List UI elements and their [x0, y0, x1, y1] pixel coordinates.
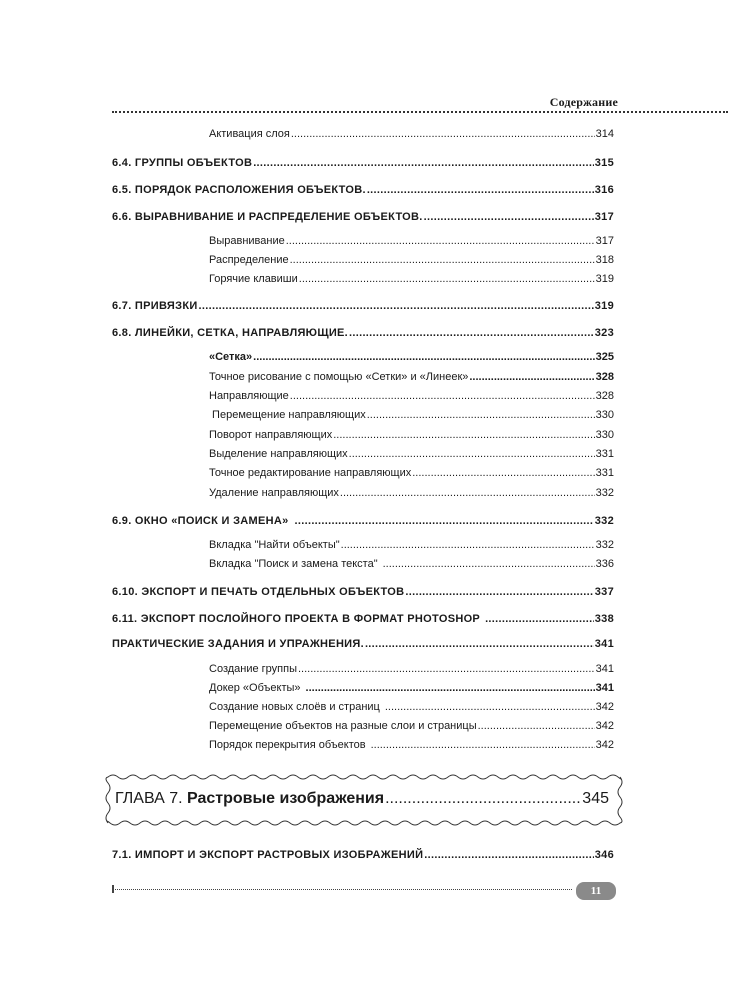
leader-dots	[341, 539, 595, 551]
leader-dots	[405, 586, 593, 598]
toc-entry-page: 318	[595, 254, 614, 266]
leader-dots	[469, 371, 594, 383]
leader-dots	[478, 720, 595, 732]
toc-entry[interactable]	[209, 390, 614, 402]
toc-section-page: 341	[594, 638, 614, 650]
leader-dots	[385, 701, 595, 713]
toc-section-title: 6.5. ПОРЯДОК РАСПОЛОЖЕНИЯ ОБЪЕКТОВ.	[112, 184, 366, 196]
chapter-page: 345	[582, 790, 609, 807]
toc-entry-title: Порядок перекрытия объектов	[209, 739, 366, 751]
leader-dots	[412, 467, 594, 479]
toc-entry[interactable]	[209, 487, 614, 499]
toc-entry[interactable]	[209, 254, 614, 266]
toc-entry-title: Перемещение объектов на разные слои и страницы	[209, 720, 477, 732]
toc-section-title: ПРАКТИЧЕСКИЕ ЗАДАНИЯ И УПРАЖНЕНИЯ.	[112, 638, 364, 650]
toc-entry[interactable]	[209, 663, 614, 675]
toc-section-page: 317	[594, 211, 614, 223]
leader-dots	[340, 487, 595, 499]
toc-entry-page: 332	[595, 539, 614, 551]
leader-dots	[349, 327, 594, 339]
toc-section-page: 323	[594, 327, 614, 339]
leader-dots	[286, 235, 595, 247]
toc-entry-page: 342	[595, 739, 614, 751]
page-number-badge: 11	[576, 882, 616, 900]
toc-section[interactable]	[112, 586, 614, 598]
toc-entry[interactable]	[209, 409, 614, 421]
toc-entry-page: 332	[595, 487, 614, 499]
toc-entry[interactable]	[209, 273, 614, 285]
toc-section-title: 6.4. ГРУППЫ ОБЪЕКТОВ	[112, 157, 253, 169]
leader-dots	[365, 638, 594, 650]
toc-entry-page: 328	[595, 390, 614, 402]
toc-section-page: 337	[594, 586, 614, 598]
toc-entry[interactable]	[209, 720, 614, 732]
toc-section-page: 316	[594, 184, 614, 196]
chapter-entry[interactable]	[115, 790, 609, 808]
toc-entry[interactable]	[209, 235, 614, 247]
toc-section-title: 6.6. ВЫРАВНИВАНИЕ И РАСПРЕДЕЛЕНИЕ ОБЪЕКТОВ.	[112, 211, 423, 223]
toc-entry-title: Удаление направляющих	[209, 487, 339, 499]
toc-entry-page: 341	[595, 663, 614, 675]
toc-entry-page: 336	[595, 558, 614, 570]
toc-entry[interactable]	[209, 539, 614, 551]
toc-section[interactable]	[112, 515, 614, 527]
leader-dots	[290, 254, 595, 266]
leader-dots	[295, 515, 594, 527]
toc-entry-title: Активация слоя	[209, 128, 290, 140]
toc-entry[interactable]	[209, 739, 614, 751]
toc-entry-page: 342	[595, 701, 614, 713]
toc-section[interactable]	[112, 327, 614, 339]
leader-dots	[485, 613, 594, 625]
toc-entry-page: 331	[595, 448, 614, 460]
toc-section[interactable]	[112, 613, 614, 625]
toc-entry-title: Поворот направляющих	[209, 429, 333, 441]
toc-section-title: 6.9. ОКНО «ПОИСК И ЗАМЕНА»	[112, 515, 289, 527]
toc-entry[interactable]	[209, 351, 614, 363]
toc-entry-page: 319	[595, 273, 614, 285]
toc-entry[interactable]	[209, 701, 614, 713]
toc-entry[interactable]	[209, 371, 614, 383]
leader-dots	[385, 790, 581, 808]
toc-section[interactable]	[112, 300, 614, 312]
toc-entry[interactable]	[209, 448, 614, 460]
leader-dots	[290, 390, 595, 402]
toc-section[interactable]	[112, 184, 614, 196]
toc-entry-page: 317	[595, 235, 614, 247]
toc-section-page: 338	[594, 613, 614, 625]
toc-section[interactable]	[112, 211, 614, 223]
toc-section-title: 6.7. ПРИВЯЗКИ	[112, 300, 198, 312]
toc-entry-title: Вкладка "Поиск и замена текста"	[209, 558, 378, 570]
footer-divider	[112, 889, 572, 890]
toc-section-page: 315	[594, 157, 614, 169]
toc-entry-title: Выравнивание	[209, 235, 285, 247]
toc-entry[interactable]	[209, 128, 614, 140]
leader-dots	[333, 429, 594, 441]
header-divider	[112, 111, 728, 113]
toc-section-page: 332	[594, 515, 614, 527]
chapter-label: ГЛАВА 7. Растровые изображения	[115, 790, 385, 807]
toc-section[interactable]	[112, 638, 614, 650]
chapter-title: Растровые изображения	[187, 790, 385, 807]
toc-entry-title: Точное редактирование направляющих	[209, 467, 412, 479]
toc-entry-page: 325	[595, 351, 614, 363]
toc-entry-title: «Сетка»	[209, 351, 253, 363]
toc-entry-title: Докер «Объекты»	[209, 682, 301, 694]
leader-dots	[367, 409, 595, 421]
toc-entry-page: 328	[595, 371, 614, 383]
toc-entry-page: 331	[595, 467, 614, 479]
toc-entry-title: Распределение	[209, 254, 289, 266]
toc-entry[interactable]	[209, 682, 614, 694]
toc-section-title: 7.1. ИМПОРТ И ЭКСПОРТ РАСТРОВЫХ ИЗОБРАЖЕНИЙ	[112, 849, 424, 861]
leader-dots	[424, 849, 593, 861]
leader-dots	[306, 682, 595, 694]
leader-dots	[383, 558, 595, 570]
toc-entry-title: Выделение направляющих	[209, 448, 348, 460]
leader-dots	[199, 300, 594, 312]
toc-entry-page: 330	[595, 429, 614, 441]
toc-entry-page: 330	[595, 409, 614, 421]
toc-section-title: 6.8. ЛИНЕЙКИ, СЕТКА, НАПРАВЛЯЮЩИЕ.	[112, 327, 349, 339]
toc-entry[interactable]	[209, 429, 614, 441]
toc-section[interactable]	[112, 157, 614, 169]
leader-dots	[299, 273, 595, 285]
toc-entry-title: Направляющие	[209, 390, 289, 402]
toc-section[interactable]	[112, 849, 614, 861]
leader-dots	[367, 184, 594, 196]
toc-entry[interactable]	[209, 467, 614, 479]
leader-dots	[371, 739, 595, 751]
leader-dots	[253, 157, 594, 169]
toc-section-title: 6.11. ЭКСПОРТ ПОСЛОЙНОГО ПРОЕКТА В ФОРМАТ PHOTOSHOP	[112, 613, 481, 625]
toc-entry-title: Точное рисование с помощью «Сетки» и «Линеек»	[209, 371, 469, 383]
running-header: Содержание	[549, 95, 618, 109]
toc-section-page: 346	[594, 849, 614, 861]
toc-entry-title: Создание новых слоёв и страниц	[209, 701, 380, 713]
toc-entry-title: Вкладка "Найти объекты"	[209, 539, 340, 551]
leader-dots	[349, 448, 595, 460]
toc-entry-page: 314	[595, 128, 614, 140]
toc-entry[interactable]	[209, 558, 614, 570]
toc-entry-title: Создание группы	[209, 663, 297, 675]
toc-entry-page: 341	[595, 682, 614, 694]
leader-dots	[298, 663, 595, 675]
toc-entry-title: Перемещение направляющих	[209, 409, 366, 421]
leader-dots	[253, 351, 594, 363]
toc-entry-title: Горячие клавиши	[209, 273, 298, 285]
leader-dots	[291, 128, 595, 140]
toc-section-page: 319	[594, 300, 614, 312]
toc-section-title: 6.10. ЭКСПОРТ И ПЕЧАТЬ ОТДЕЛЬНЫХ ОБЪЕКТОВ	[112, 586, 405, 598]
toc-entry-page: 342	[595, 720, 614, 732]
leader-dots	[424, 211, 594, 223]
